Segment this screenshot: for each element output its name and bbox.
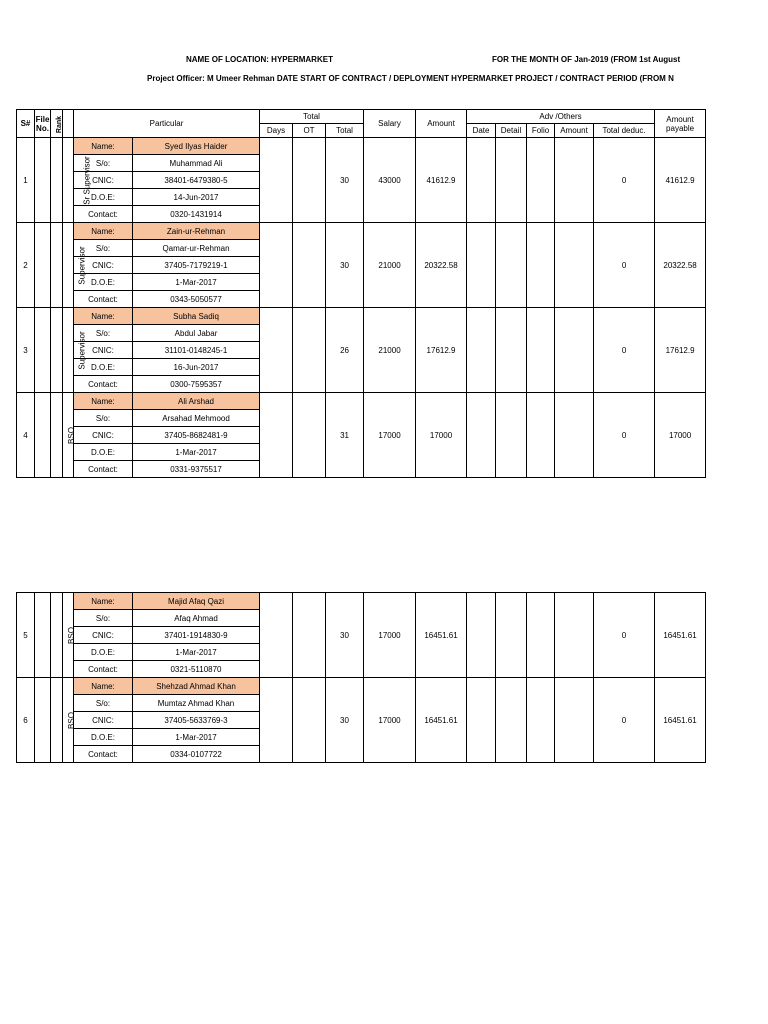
field-label-cnic: CNIC: <box>74 342 133 359</box>
col-rank: Rank <box>51 110 63 138</box>
ot-cell <box>293 678 326 763</box>
salary-cell: 43000 <box>364 138 416 223</box>
employee-row <box>17 593 706 610</box>
rank-spacer <box>51 308 63 393</box>
file-no-cell <box>35 308 51 393</box>
field-label-cnic: CNIC: <box>74 172 133 189</box>
adv-folio-cell <box>527 393 555 478</box>
adv-amount-cell <box>555 593 594 678</box>
employee-row <box>17 308 706 325</box>
adv-amount-cell <box>555 138 594 223</box>
col-file-no: File No. <box>35 110 51 138</box>
amount-payable-cell: 16451.61 <box>655 593 706 678</box>
rank-cell <box>63 138 92 223</box>
amount-cell: 17612.9 <box>416 308 467 393</box>
field-label-so: S/o: <box>74 325 133 342</box>
rank-cell <box>63 308 87 393</box>
total-days-cell: 30 <box>326 593 364 678</box>
adv-date-cell <box>467 678 496 763</box>
file-no-cell <box>35 678 51 763</box>
rank-cell <box>63 593 74 678</box>
field-value-name: Zain-ur-Rehman <box>133 223 260 240</box>
ot-cell <box>293 223 326 308</box>
rank-spacer <box>51 223 63 308</box>
adv-folio-cell <box>527 593 555 678</box>
ot-cell <box>293 308 326 393</box>
field-label-name: Name: <box>74 678 133 695</box>
total-days-cell: 30 <box>326 678 364 763</box>
col-salary: Salary <box>364 110 416 138</box>
field-value-cnic: 31101-0148245-1 <box>133 342 260 359</box>
rank-cell <box>63 393 74 478</box>
salary-cell: 17000 <box>364 393 416 478</box>
field-value-name: Syed Ilyas Haider <box>133 138 260 155</box>
field-value-doe: 1-Mar-2017 <box>133 274 260 291</box>
field-value-cnic: 38401-6479380-5 <box>133 172 260 189</box>
field-value-cnic: 37405-8682481-9 <box>133 427 260 444</box>
project-officer-line: Project Officer: M Umeer Rehman DATE START OF CONTRACT / DEPLOYMENT HYPERMARKET PROJECT / CONTRACT PERIOD (FROM N <box>147 74 674 83</box>
field-label-cnic: CNIC: <box>74 257 133 274</box>
col-date: Date <box>467 124 496 138</box>
salary-cell: 21000 <box>364 308 416 393</box>
amount-payable-cell: 17000 <box>655 393 706 478</box>
col-total-group: Total <box>260 110 364 124</box>
field-label-doe: D.O.E: <box>74 189 133 206</box>
adv-detail-cell <box>496 138 527 223</box>
days-cell <box>260 393 293 478</box>
adv-amount-cell <box>555 678 594 763</box>
days-cell <box>260 593 293 678</box>
field-label-doe: D.O.E: <box>74 359 133 376</box>
field-value-doe: 14-Jun-2017 <box>133 189 260 206</box>
rank-spacer <box>51 678 63 763</box>
col-amount: Amount <box>416 110 467 138</box>
serial-number: 3 <box>17 308 35 393</box>
total-days-cell: 30 <box>326 138 364 223</box>
rank-label: Supervisor <box>77 330 87 370</box>
total-deduc-cell: 0 <box>594 393 655 478</box>
field-value-doe: 1-Mar-2017 <box>133 729 260 746</box>
field-label-contact: Contact: <box>74 291 133 308</box>
field-label-doe: D.O.E: <box>74 729 133 746</box>
days-cell <box>260 308 293 393</box>
field-label-doe: D.O.E: <box>74 644 133 661</box>
file-no-cell <box>35 593 51 678</box>
rank-label: BSO <box>66 426 76 444</box>
field-label-name: Name: <box>74 308 133 325</box>
employee-row <box>17 223 706 240</box>
field-label-cnic: CNIC: <box>74 712 133 729</box>
adv-detail-cell <box>496 308 527 393</box>
adv-detail-cell <box>496 223 527 308</box>
field-value-so: Arsahad Mehmood <box>133 410 260 427</box>
total-deduc-cell: 0 <box>594 593 655 678</box>
employee-row <box>17 393 706 410</box>
days-cell <box>260 678 293 763</box>
adv-amount-cell <box>555 223 594 308</box>
rank-label: BSO <box>66 626 76 644</box>
adv-date-cell <box>467 223 496 308</box>
total-deduc-cell: 0 <box>594 308 655 393</box>
col-days: Days <box>260 124 293 138</box>
adv-date-cell <box>467 593 496 678</box>
field-value-name: Subha Sadiq <box>133 308 260 325</box>
amount-payable-cell: 16451.61 <box>655 678 706 763</box>
salary-cell: 17000 <box>364 678 416 763</box>
field-value-cnic: 37405-7179219-1 <box>133 257 260 274</box>
rank-label: BSO <box>66 711 76 729</box>
col-folio: Folio <box>527 124 555 138</box>
field-value-name: Shehzad Ahmad Khan <box>133 678 260 695</box>
employee-row <box>17 138 706 155</box>
field-label-so: S/o: <box>74 240 133 257</box>
amount-cell: 16451.61 <box>416 678 467 763</box>
serial-number: 6 <box>17 678 35 763</box>
payroll-table-part-2 <box>16 592 695 763</box>
field-label-so: S/o: <box>74 695 133 712</box>
col-amount-payable: Amount payable <box>655 110 706 138</box>
file-no-cell <box>35 223 51 308</box>
field-value-contact: 0320-1431914 <box>133 206 260 223</box>
field-label-cnic: CNIC: <box>74 627 133 644</box>
file-no-cell <box>35 393 51 478</box>
field-value-name: Majid Afaq Qazi <box>133 593 260 610</box>
field-value-contact: 0334-0107722 <box>133 746 260 763</box>
amount-cell: 17000 <box>416 393 467 478</box>
adv-folio-cell <box>527 308 555 393</box>
field-label-name: Name: <box>74 223 133 240</box>
field-label-name: Name: <box>74 138 133 155</box>
field-value-doe: 1-Mar-2017 <box>133 444 260 461</box>
rank-label: Sr Supervisor <box>82 155 92 205</box>
amount-payable-cell: 20322.58 <box>655 223 706 308</box>
col-particular: Particular <box>74 110 260 138</box>
field-value-doe: 16-Jun-2017 <box>133 359 260 376</box>
file-no-cell <box>35 138 51 223</box>
salary-cell: 21000 <box>364 223 416 308</box>
serial-number: 2 <box>17 223 35 308</box>
field-label-contact: Contact: <box>74 661 133 678</box>
amount-payable-cell: 17612.9 <box>655 308 706 393</box>
total-days-cell: 26 <box>326 308 364 393</box>
amount-cell: 20322.58 <box>416 223 467 308</box>
adv-date-cell <box>467 393 496 478</box>
field-value-doe: 1-Mar-2017 <box>133 644 260 661</box>
salary-cell: 17000 <box>364 593 416 678</box>
adv-folio-cell <box>527 138 555 223</box>
rank-spacer <box>51 138 63 223</box>
col-total-deduc: Total deduc. <box>594 124 655 138</box>
ot-cell <box>293 138 326 223</box>
field-value-contact: 0300-7595357 <box>133 376 260 393</box>
total-deduc-cell: 0 <box>594 138 655 223</box>
field-value-contact: 0321-5110870 <box>133 661 260 678</box>
field-value-contact: 0343-5050577 <box>133 291 260 308</box>
col-adv-group: Adv /Others <box>467 110 655 124</box>
field-label-doe: D.O.E: <box>74 274 133 291</box>
adv-detail-cell <box>496 393 527 478</box>
field-value-so: Abdul Jabar <box>133 325 260 342</box>
field-label-name: Name: <box>74 393 133 410</box>
field-label-contact: Contact: <box>74 206 133 223</box>
serial-number: 5 <box>17 593 35 678</box>
serial-number: 1 <box>17 138 35 223</box>
field-value-so: Mumtaz Ahmad Khan <box>133 695 260 712</box>
field-value-name: Ali Arshad <box>133 393 260 410</box>
field-value-cnic: 37401-1914830-9 <box>133 627 260 644</box>
field-label-contact: Contact: <box>74 461 133 478</box>
adv-detail-cell <box>496 593 527 678</box>
employee-row <box>17 678 706 695</box>
adv-date-cell <box>467 308 496 393</box>
field-label-cnic: CNIC: <box>74 427 133 444</box>
field-label-so: S/o: <box>74 155 133 172</box>
field-value-so: Qamar-ur-Rehman <box>133 240 260 257</box>
rank-spacer <box>51 593 63 678</box>
adv-detail-cell <box>496 678 527 763</box>
amount-payable-cell: 41612.9 <box>655 138 706 223</box>
field-label-contact: Contact: <box>74 746 133 763</box>
field-label-so: S/o: <box>74 410 133 427</box>
field-label-name: Name: <box>74 593 133 610</box>
field-value-cnic: 37405-5633769-3 <box>133 712 260 729</box>
adv-folio-cell <box>527 678 555 763</box>
field-label-so: S/o: <box>74 610 133 627</box>
days-cell <box>260 138 293 223</box>
serial-number: 4 <box>17 393 35 478</box>
field-value-so: Afaq Ahmad <box>133 610 260 627</box>
adv-amount-cell <box>555 393 594 478</box>
rank-cell <box>63 678 74 763</box>
col-sn: S# <box>17 110 35 138</box>
amount-cell: 16451.61 <box>416 593 467 678</box>
total-days-cell: 30 <box>326 223 364 308</box>
col-detail: Detail <box>496 124 527 138</box>
field-label-contact: Contact: <box>74 376 133 393</box>
rank-spacer <box>51 393 63 478</box>
rank-cell <box>63 223 87 308</box>
adv-folio-cell <box>527 223 555 308</box>
col-total: Total <box>326 124 364 138</box>
total-deduc-cell: 0 <box>594 223 655 308</box>
days-cell <box>260 223 293 308</box>
payroll-table-part-1 <box>16 109 695 478</box>
col-ot: OT <box>293 124 326 138</box>
adv-amount-cell <box>555 308 594 393</box>
amount-cell: 41612.9 <box>416 138 467 223</box>
location-title: NAME OF LOCATION: HYPERMARKET <box>186 55 333 64</box>
adv-date-cell <box>467 138 496 223</box>
field-value-so: Muhammad Ali <box>133 155 260 172</box>
month-title: FOR THE MONTH OF Jan-2019 (FROM 1st August <box>492 55 681 64</box>
field-value-contact: 0331-9375517 <box>133 461 260 478</box>
ot-cell <box>293 593 326 678</box>
col-adv-amount: Amount <box>555 124 594 138</box>
field-label-doe: D.O.E: <box>74 444 133 461</box>
ot-cell <box>293 393 326 478</box>
total-deduc-cell: 0 <box>594 678 655 763</box>
rank-label: Supervisor <box>77 245 87 285</box>
total-days-cell: 31 <box>326 393 364 478</box>
